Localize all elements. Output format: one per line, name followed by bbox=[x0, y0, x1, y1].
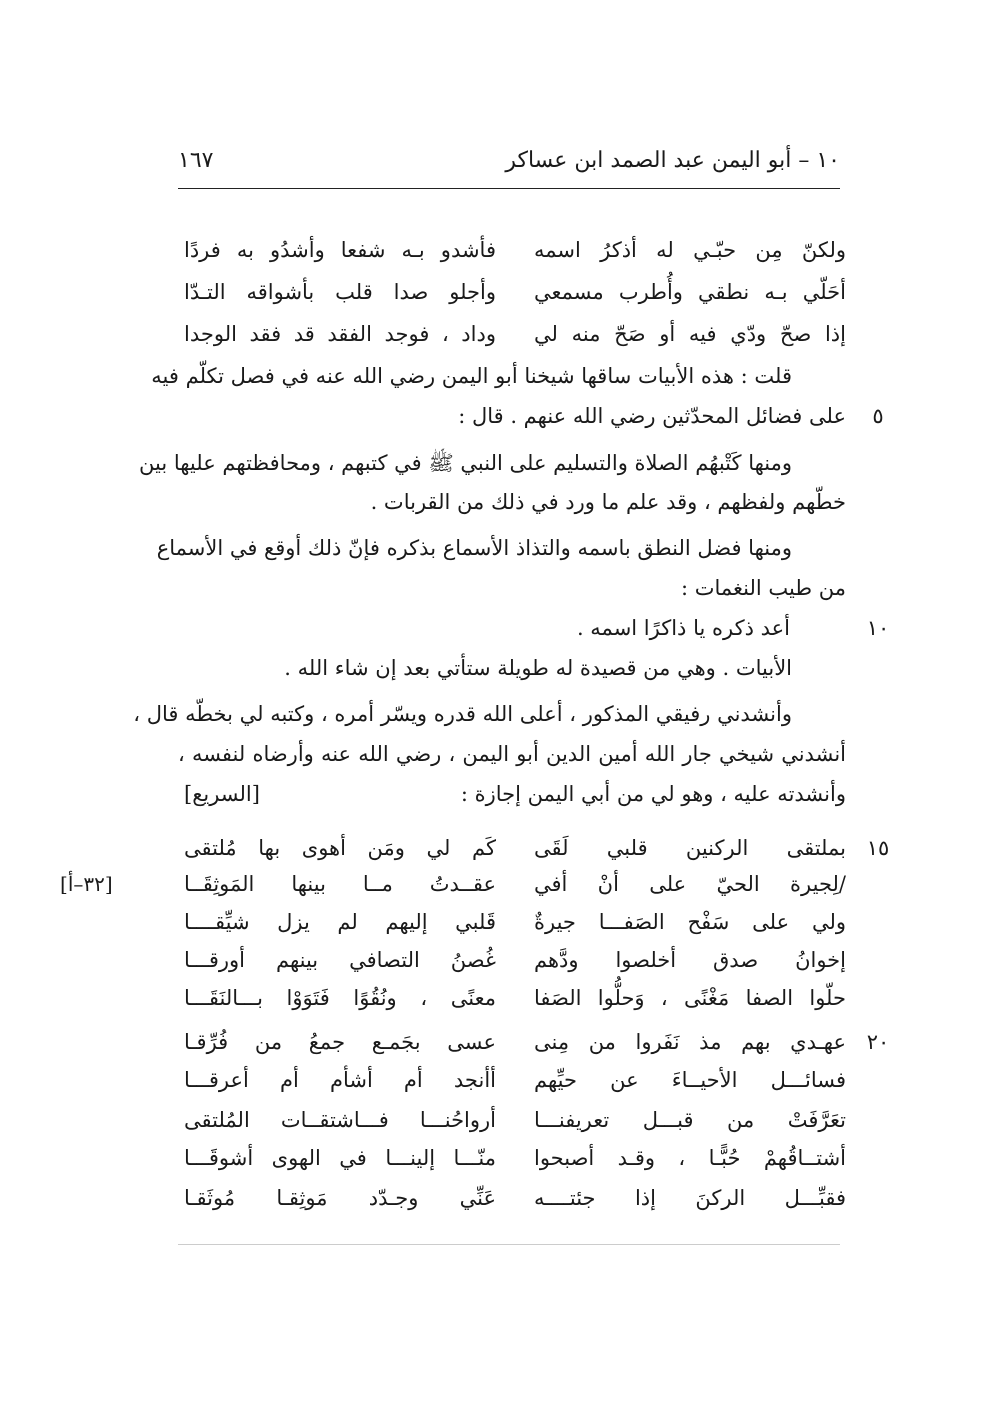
verse-second-hemistich: عسى بجَمـع جمعُ من فُرِّقـا bbox=[184, 1030, 496, 1054]
verse-second-hemistich: معنًى ، ونُقُوًا فَتَوَوْا بـــالنَقَـــا bbox=[184, 986, 496, 1010]
verse-second-hemistich: منّـــا إلينـــا في الهوى أشوقَـــا bbox=[184, 1146, 496, 1170]
paragraph-line: أعد ذكره يا ذاكرًا اسمه . bbox=[576, 616, 790, 640]
verse-line bbox=[178, 1146, 846, 1182]
folio-marginal-note: [٣٢–أ] bbox=[60, 872, 113, 896]
verse-second-hemistich: كَم لي ومَن أهوى بها مُلتقى bbox=[184, 836, 496, 860]
meter-label: [السريع] bbox=[184, 782, 260, 806]
verse-second-hemistich: عَنِّي وجـدّد مَوثِقـا مُوثَقـا bbox=[184, 1186, 496, 1210]
verse-line bbox=[178, 322, 846, 358]
verse-first-hemistich: حلّوا الصفا مَغْنًى ، وَحلُّوا الصَفا bbox=[534, 986, 846, 1010]
verse-second-hemistich: وداد ، فوجد الفقد قد فقد الوجدا bbox=[184, 322, 496, 346]
line-number: ١٥ bbox=[866, 836, 890, 860]
verse-second-hemistich: وأجلو صدا قلب بأشواقه التـدّا bbox=[184, 280, 496, 304]
verse-first-hemistich: بملتقى الركنين قلبي لَقَى bbox=[534, 836, 846, 860]
header-rule bbox=[178, 188, 840, 189]
verse-line bbox=[178, 910, 846, 946]
paragraph-line: الأبيات . وهي من قصيدة له طويلة ستأتي بعد إن شاء الله . bbox=[284, 656, 792, 680]
verse-line bbox=[178, 280, 846, 316]
paragraph-line-text: وأنشدته عليه ، وهو لي من أبي اليمن إجازة : bbox=[460, 782, 846, 806]
verse-second-hemistich: فأشدو بـه شفعا وأشدُو به فردًا bbox=[184, 238, 496, 262]
verse-line bbox=[178, 986, 846, 1022]
verse-first-hemistich: أشتــاقُهمْ حُبًّـا ، وقـد أصبحوا bbox=[534, 1146, 846, 1170]
line-number: ٥ bbox=[872, 404, 884, 428]
verse-second-hemistich: أرواحُنـــا فـــاشتقــات المُلتقى bbox=[184, 1108, 496, 1132]
verse-line bbox=[178, 238, 846, 274]
verse-first-hemistich: فقبِّـــل الركنَ إذا جئتــــه bbox=[534, 1186, 846, 1210]
paragraph-line: على فضائل المحدّثين رضي الله عنهم . قال : bbox=[458, 404, 846, 428]
line-number: ٢٠ bbox=[866, 1030, 890, 1054]
page-header bbox=[178, 148, 840, 184]
verse-line bbox=[178, 1030, 846, 1066]
page-number: ١٦٧ bbox=[178, 148, 214, 173]
running-title: ١٠ – أبو اليمن عبد الصمد ابن عساكر bbox=[505, 148, 840, 173]
bottom-scan-line bbox=[178, 1244, 840, 1245]
verse-second-hemistich: أأنجد أم أشأم أم أعرقـــا bbox=[184, 1068, 496, 1092]
paragraph-line: قلت : هذه الأبيات ساقها شيخنا أبو اليمن رضي الله عنه في فصل تكلّم فيه bbox=[151, 364, 792, 388]
verse-first-hemistich: تعَرَّفَتْ من قبـــل تعريفنـــا bbox=[534, 1108, 846, 1132]
paragraph-line: ومنها فضل النطق باسمه والتذاذ الأسماع بذكره فإنّ ذلك أوقع في الأسماع bbox=[156, 536, 792, 560]
paragraph-line bbox=[178, 782, 846, 814]
paragraph-line: خطّهم ولفظهم ، وقد علم ما ورد في ذلك من القربات . bbox=[370, 490, 846, 514]
verse-second-hemistich: قَلبي إليهم لم يزل شيِّقــــا bbox=[184, 910, 496, 934]
verse-line bbox=[178, 948, 846, 984]
verse-line bbox=[178, 836, 846, 872]
verse-first-hemistich: فسائـــل الأحيــاءَ عن حيِّهم bbox=[534, 1068, 846, 1092]
verse-first-hemistich: عهـدي بهم مذ نَفَروا من مِنى bbox=[534, 1030, 846, 1054]
verse-line bbox=[178, 1108, 846, 1144]
verse-first-hemistich: /لِجيرة الحيّ على أنْ أفي bbox=[534, 872, 846, 896]
verse-first-hemistich: إخوانُ صدق أخلصوا ودَّهم bbox=[534, 948, 846, 972]
paragraph-line: وأنشدني رفيقي المذكور ، أعلى الله قدره ويسّر أمره ، وكتبه لي بخطّه قال ، bbox=[133, 702, 792, 726]
verse-line bbox=[178, 1068, 846, 1104]
paragraph-line: من طيب النغمات : bbox=[680, 576, 846, 600]
verse-first-hemistich: ولي على سَفْح الصَفـــا جيرةٌ bbox=[534, 910, 846, 934]
verse-second-hemistich: عقــدتُ مــا بينها المَوثِقَــا bbox=[184, 872, 496, 896]
paragraph-line: ومنها كَتْبهُم الصلاة والتسليم على النبي ﷺ في كتبهم ، ومحافظتهم عليها بين bbox=[139, 451, 792, 475]
line-number: ١٠ bbox=[866, 616, 890, 640]
paragraph-line: أنشدني شيخي جار الله أمين الدين أبو اليمن ، رضي الله عنه وأرضاه لنفسه ، bbox=[178, 742, 846, 766]
verse-line bbox=[178, 1186, 846, 1222]
verse-first-hemistich: ولكنّ مِن حبّـي له أذكرُ اسمه bbox=[534, 238, 846, 262]
verse-first-hemistich: إذا صحّ ودّي فيه أو صَحّ منه لي bbox=[534, 322, 846, 346]
verse-first-hemistich: أحَلّي بـه نطقي وأُطرب مسمعي bbox=[534, 280, 846, 304]
verse-second-hemistich: غُصنُ التصافي بينهم أورقـــا bbox=[184, 948, 496, 972]
verse-line bbox=[178, 872, 846, 908]
